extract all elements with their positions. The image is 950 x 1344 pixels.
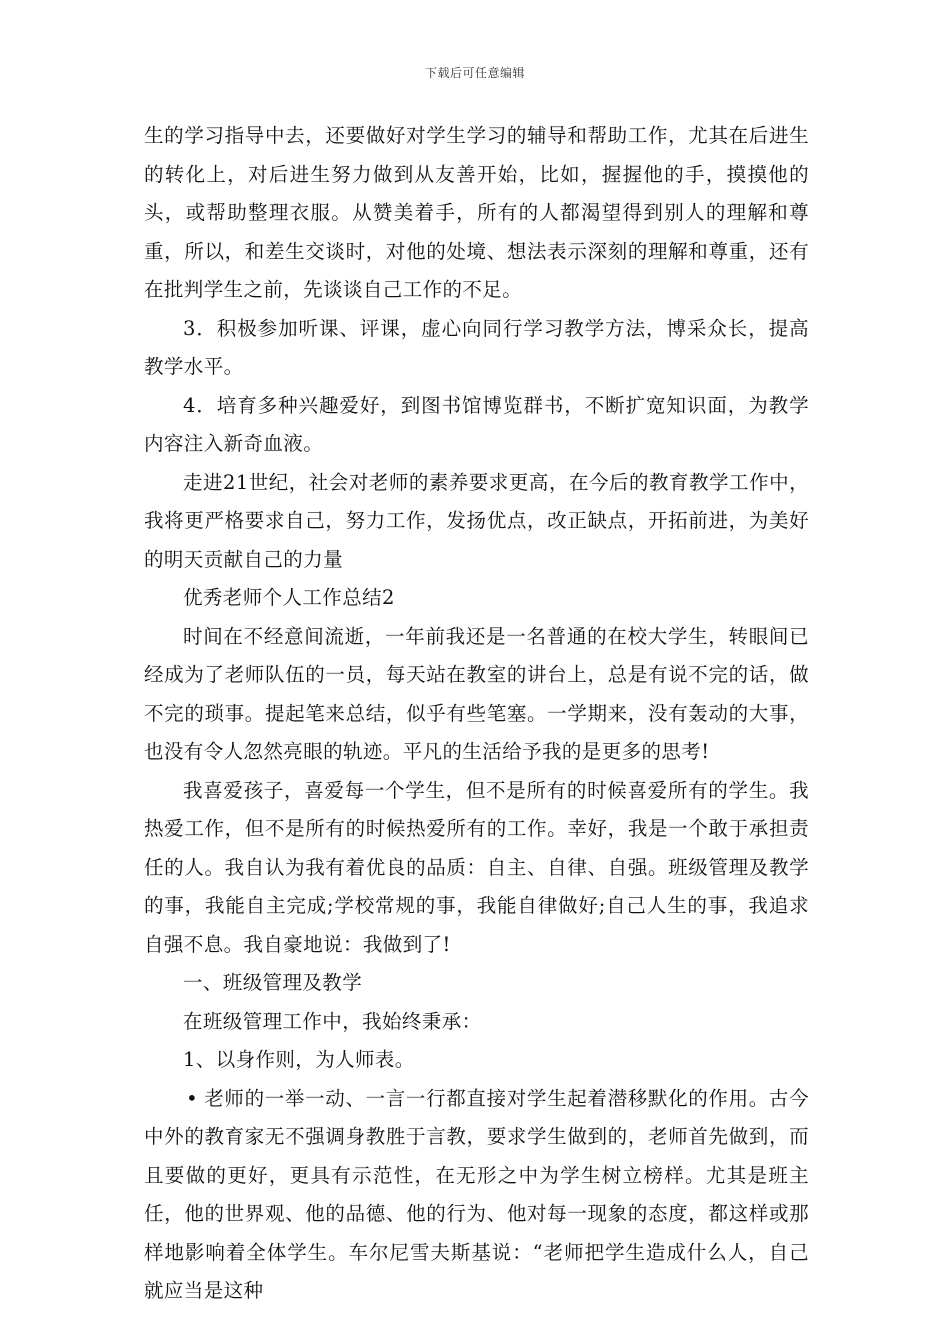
bullet-paragraph — [144, 1080, 809, 1311]
paragraph-continued: 生的学习指导中去，还要做好对学生学习的辅导和帮助工作，尤其在后进生的转化上，对后进生努力做到从友善开始，比如，握握他的手，摸摸他的头，或帮助整理衣服。从赞美着手，所有的人都渴望得到别人的理解和尊重，所以，和差生交谈时，对他的处境、想法表示深刻的理解和尊重，还有在批判学生之前，先谈谈自己工作的不足。 — [144, 124, 809, 301]
page-header: 下载后可任意编辑 — [424, 66, 525, 80]
list-item-1: 1、以身作则，为人师表。 — [183, 1048, 415, 1071]
bullet-text: 老师的一举一动、一言一行都直接对学生起着潜移默化的作用。古今中外的教育家无不强调身教胜于言教，要求学生做到的，老师首先做到，而且要做的更好，更具有示范性，在无形之中为学生树立榜样。尤其是班主任，他的世界观、他的品德、他的行为、他对每一现象的态度，都这样或那样地影响着全体学生。车尔尼雪夫斯基说：“老师把学生造成什么人，自己就应当是这种 — [144, 1086, 809, 1302]
paragraph-item-4: 4．培育多种兴趣爱好，到图书馆博览群书，不断扩宽知识面，为教学内容注入新奇血液。 — [144, 393, 809, 455]
paragraph-self-assessment: 我喜爱孩子，喜爱每一个学生，但不是所有的时候喜爱所有的学生。我热爱工作，但不是所有的时候热爱所有的工作。幸好，我是一个敢于承担责任的人。我自认为我有着优良的品质：自主、自律、自强。班级管理及教学的事，我能自主完成;学校常规的事，我能自律做好;自己人生的事，我追求自强不息。我自豪地说：我做到了! — [144, 778, 809, 956]
paragraph-item-3: 3．积极参加听课、评课，虚心向同行学习教学方法，博采众长，提高教学水平。 — [144, 316, 809, 378]
document-body — [144, 117, 809, 1311]
section-title: 优秀老师个人工作总结2 — [183, 586, 395, 609]
subsection-title: 一、班级管理及教学 — [183, 971, 363, 994]
bullet-icon: • — [186, 1086, 198, 1110]
paragraph-intro: 时间在不经意间流逝，一年前我还是一名普通的在校大学生，转眼间已经成为了老师队伍的一员，每天站在教室的讲台上，总是有说不完的话，做不完的琐事。提起笔来总结，似乎有些笔塞。一学期来，没有轰动的大事，也没有令人忽然亮眼的轨迹。平凡的生活给予我的是更多的思考! — [144, 624, 809, 763]
paragraph-lead-in: 在班级管理工作中，我始终秉承： — [183, 1009, 482, 1033]
paragraph-conclusion: 走进21世纪，社会对老师的素养要求更高，在今后的教育教学工作中，我将更严格要求自己，努力工作，发扬优点，改正缺点，开拓前进，为美好的明天贡献自己的力量 — [144, 470, 809, 571]
